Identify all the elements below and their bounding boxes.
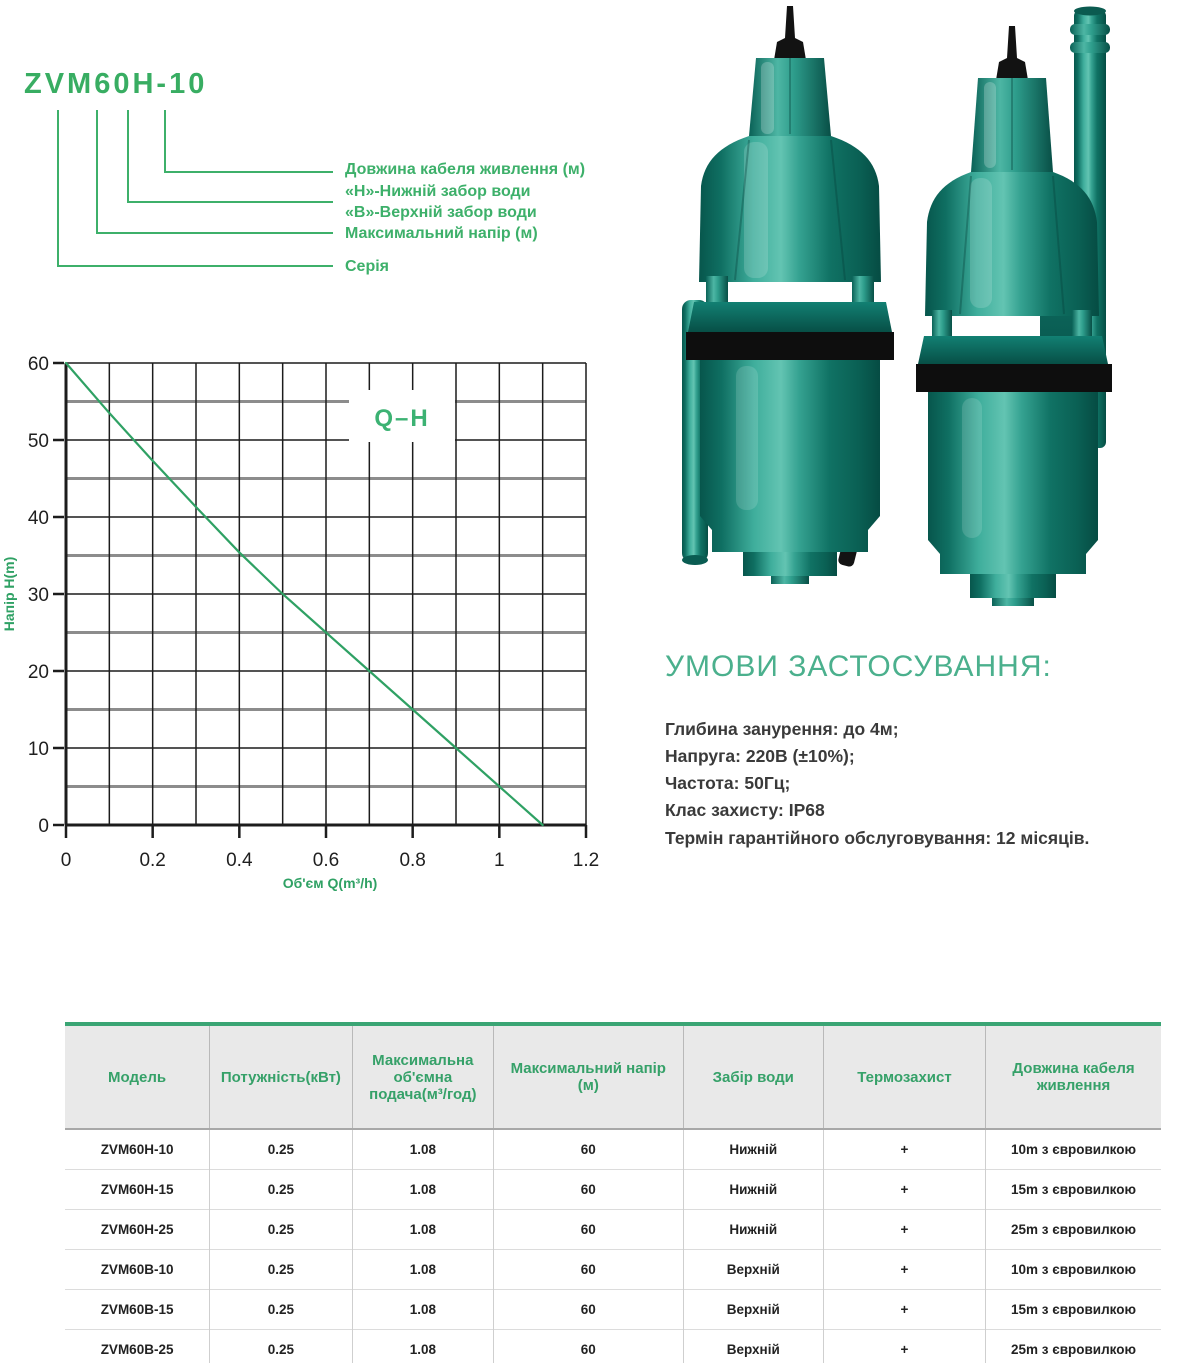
table-cell: 60 — [494, 1330, 684, 1363]
column-header: Потужність(кВт) — [210, 1024, 352, 1129]
svg-text:60: 60 — [27, 354, 49, 375]
condition-frequency: Частота: 50Гц; — [665, 773, 791, 794]
column-header: Довжина кабеля живлення — [986, 1024, 1161, 1129]
svg-text:10: 10 — [27, 739, 49, 760]
product-image-pumps — [640, 0, 1200, 620]
table-cell: Верхній — [683, 1330, 823, 1363]
svg-text:1.2: 1.2 — [572, 850, 600, 871]
label-top-intake: «В»-Верхній забор води — [345, 204, 537, 221]
condition-warranty: Термін гарантійного обслуговування: 12 місяців. — [665, 827, 1090, 848]
table-cell: Нижній — [683, 1129, 823, 1170]
table-row — [65, 1250, 1161, 1290]
svg-text:50: 50 — [27, 431, 49, 452]
table-cell: 0.25 — [210, 1170, 352, 1210]
model-code-connector-lines — [0, 60, 360, 290]
chart-title: Q–H — [374, 405, 430, 432]
table-cell: 60 — [494, 1210, 684, 1250]
table-header-row — [65, 1024, 1161, 1129]
label-max-head: Максимальний напір (м) — [345, 225, 538, 242]
column-header: Максимальна об'ємна подача(м³/год) — [352, 1024, 493, 1129]
conditions-list — [665, 716, 1195, 852]
table-cell: 0.25 — [210, 1129, 352, 1170]
table-row — [65, 1290, 1161, 1330]
table-cell: Нижній — [683, 1210, 823, 1250]
table-cell: ZVM60B-25 — [65, 1330, 210, 1363]
table-cell: 0.25 — [210, 1210, 352, 1250]
condition-voltage: Напруга: 220В (±10%); — [665, 746, 855, 767]
condition-immersion-depth: Глибина занурення: до 4м; — [665, 719, 899, 739]
table-cell: 0.25 — [210, 1290, 352, 1330]
chart-grid — [66, 363, 586, 825]
table-cell: 10m з євровилкою — [986, 1250, 1161, 1290]
qh-performance-chart — [0, 330, 660, 910]
svg-text:0.8: 0.8 — [399, 850, 426, 871]
table-cell: ZVM60B-15 — [65, 1290, 210, 1330]
svg-text:30: 30 — [27, 585, 49, 606]
table-cell: + — [823, 1129, 985, 1170]
y-axis-label: Напір H(m) — [1, 556, 17, 632]
table-cell: 1.08 — [352, 1129, 493, 1170]
chart-axis-ticks — [28, 354, 599, 871]
pump-bottom-intake — [682, 6, 894, 584]
table-cell: 0.25 — [210, 1330, 352, 1363]
svg-text:0: 0 — [60, 850, 72, 871]
table-cell: 15m з євровилкою — [986, 1290, 1161, 1330]
table-cell: + — [823, 1210, 985, 1250]
table-cell: 60 — [494, 1290, 684, 1330]
table-cell: 25m з євровилкою — [986, 1210, 1161, 1250]
svg-text:0.6: 0.6 — [312, 850, 340, 871]
model-code-title: ZVM60H-10 — [24, 68, 208, 100]
table-cell: ZVM60B-10 — [65, 1250, 210, 1290]
table-cell: ZVM60H-15 — [65, 1170, 210, 1210]
table-cell: 1.08 — [352, 1250, 493, 1290]
table-cell: + — [823, 1290, 985, 1330]
specification-table — [65, 1022, 1161, 1363]
label-series: Серія — [345, 258, 390, 275]
table-cell: 1.08 — [352, 1170, 493, 1210]
svg-text:0.4: 0.4 — [226, 850, 253, 871]
table-cell: 60 — [494, 1250, 684, 1290]
table-cell: + — [823, 1170, 985, 1210]
table-cell: Верхній — [683, 1290, 823, 1330]
table-cell: 25m з євровилкою — [986, 1330, 1161, 1363]
column-header: Забір води — [683, 1024, 823, 1129]
table-row — [65, 1170, 1161, 1210]
svg-text:0.2: 0.2 — [139, 850, 166, 871]
table-cell: ZVM60H-25 — [65, 1210, 210, 1250]
table-cell: 60 — [494, 1129, 684, 1170]
table-cell: + — [823, 1330, 985, 1363]
table-cell: 60 — [494, 1170, 684, 1210]
label-bottom-intake: «Н»-Нижній забор води — [345, 183, 531, 200]
column-header: Термозахист — [823, 1024, 985, 1129]
table-cell: 10m з євровилкою — [986, 1129, 1161, 1170]
table-row — [65, 1129, 1161, 1170]
table-cell: Нижній — [683, 1170, 823, 1210]
table-row — [65, 1330, 1161, 1363]
table-cell: 1.08 — [352, 1330, 493, 1363]
pump-top-intake — [916, 7, 1112, 607]
svg-text:0: 0 — [38, 816, 49, 837]
table-cell: ZVM60H-10 — [65, 1129, 210, 1170]
table-cell: 1.08 — [352, 1290, 493, 1330]
table-row — [65, 1210, 1161, 1250]
table-cell: 0.25 — [210, 1250, 352, 1290]
svg-text:40: 40 — [27, 508, 49, 529]
conditions-heading: УМОВИ ЗАСТОСУВАННЯ: — [665, 650, 1052, 683]
table-cell: Верхній — [683, 1250, 823, 1290]
condition-protection: Клас захисту: IP68 — [665, 800, 825, 821]
svg-text:1: 1 — [494, 850, 505, 871]
x-axis-label: Об'єм Q(m³/h) — [282, 875, 378, 891]
table-cell: 1.08 — [352, 1210, 493, 1250]
column-header: Модель — [65, 1024, 210, 1129]
table-cell: + — [823, 1250, 985, 1290]
table-cell: 15m з євровилкою — [986, 1170, 1161, 1210]
svg-text:20: 20 — [27, 662, 49, 683]
application-conditions-section — [665, 650, 1195, 852]
column-header: Максимальний напір (м) — [494, 1024, 684, 1129]
label-cable-length: Довжина кабеля живлення (м) — [345, 161, 586, 178]
